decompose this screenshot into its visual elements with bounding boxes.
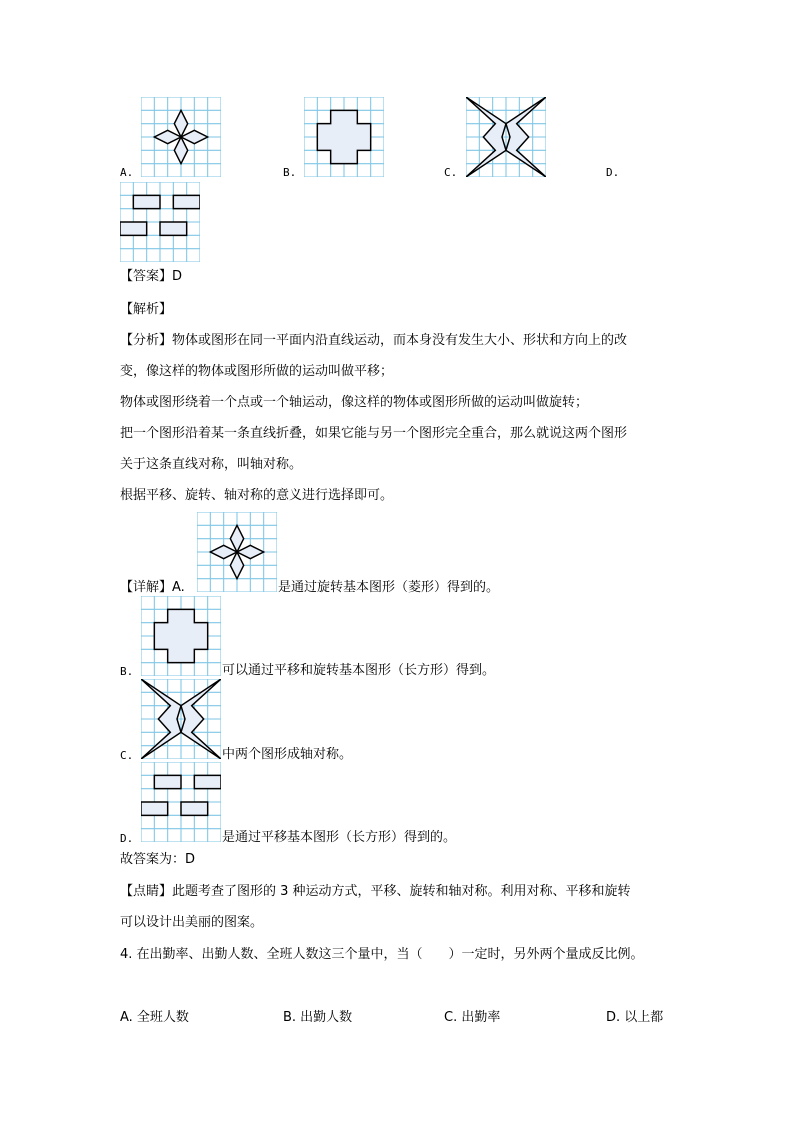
analysis-line: 根据平移、旋转、轴对称的意义进行选择即可。 [120,488,394,503]
detail-d-text: 是通过平移基本图形（长方形）得到的。 [222,830,457,845]
comment-line: 可以设计出美丽的图案。 [120,915,264,930]
detail-d-prefix: D. [120,832,134,845]
option-a-label: A. [120,166,134,179]
detail-c-text: 中两个图形成轴对称。 [222,747,353,762]
option-c-label: C. [444,166,458,179]
figure-shape [154,130,181,143]
figure-shape [141,802,168,815]
analysis-line: 把一个图形沿着某一条直线折叠，如果它能与另一个图形完全重合，那么就说这两个图形 [120,426,628,441]
figure-shape [210,545,237,558]
detail-figure-a [197,512,277,592]
figure-shape [174,137,187,164]
figure-shape [181,130,208,143]
figure-shape [133,195,160,208]
q4-option-a[interactable]: A. 全班人数 [120,1010,189,1025]
detail-b-text: 可以通过平移和旋转基本图形（长方形）得到。 [222,663,496,678]
q4-option-d[interactable]: D. 以上都 [606,1010,664,1025]
analysis-line: 关于这条直线对称，叫轴对称。 [120,457,303,472]
detail-a-prefix: 【详解】A. [120,580,185,595]
option-b-label: B. [283,166,297,179]
figure-shape [317,110,370,163]
figure-shape [154,775,181,788]
detail-b-prefix: B. [120,665,134,678]
figure-shape [174,110,187,137]
figure-shape [120,222,147,235]
detail-c-prefix: C. [120,749,134,762]
conclusion: 故答案为：D [120,852,196,867]
figure-shape [230,525,243,552]
q4-option-c[interactable]: C. 出勤率 [444,1010,501,1025]
figure-c-symmetric-pattern [466,97,546,177]
figure-shape [181,802,208,815]
analysis-heading: 【解析】 [120,302,173,317]
figure-a-rhombus-pattern [141,97,221,177]
detail-figure-c [141,679,221,759]
q4-option-b[interactable]: B. 出勤人数 [283,1010,353,1025]
option-d-label: D. [606,166,620,179]
figure-shape [237,545,264,558]
figure-shape [230,552,243,579]
question-4-text: 4. 在出勤率、出勤人数、全班人数这三个量中，当（ ）一定时，另外两个量成反比例。 [120,947,644,962]
figure-b-cross-pattern [304,97,384,177]
figure-shape [160,222,187,235]
figure-shape [194,775,221,788]
detail-a-text: 是通过旋转基本图形（菱形）得到的。 [278,580,500,595]
analysis-line: 【分析】物体或图形在同一平面内沿直线运动，而本身没有发生大小、形状和方向上的改 [120,333,628,348]
figure-shape [154,609,207,662]
figure-d-rectangles-pattern [120,182,200,262]
figure-shape [173,195,200,208]
detail-figure-d [141,762,221,842]
detail-figure-b [141,596,221,676]
analysis-line: 物体或图形绕着一个点或一个轴运动，像这样的物体或图形所做的运动叫做旋转； [120,395,589,410]
comment-line: 【点睛】此题考查了图形的 3 种运动方式，平移、旋转和轴对称。利用对称、平移和旋转 [120,884,631,899]
answer: 【答案】D [120,269,183,284]
analysis-line: 变，像这样的物体或图形所做的运动叫做平移； [120,364,394,379]
